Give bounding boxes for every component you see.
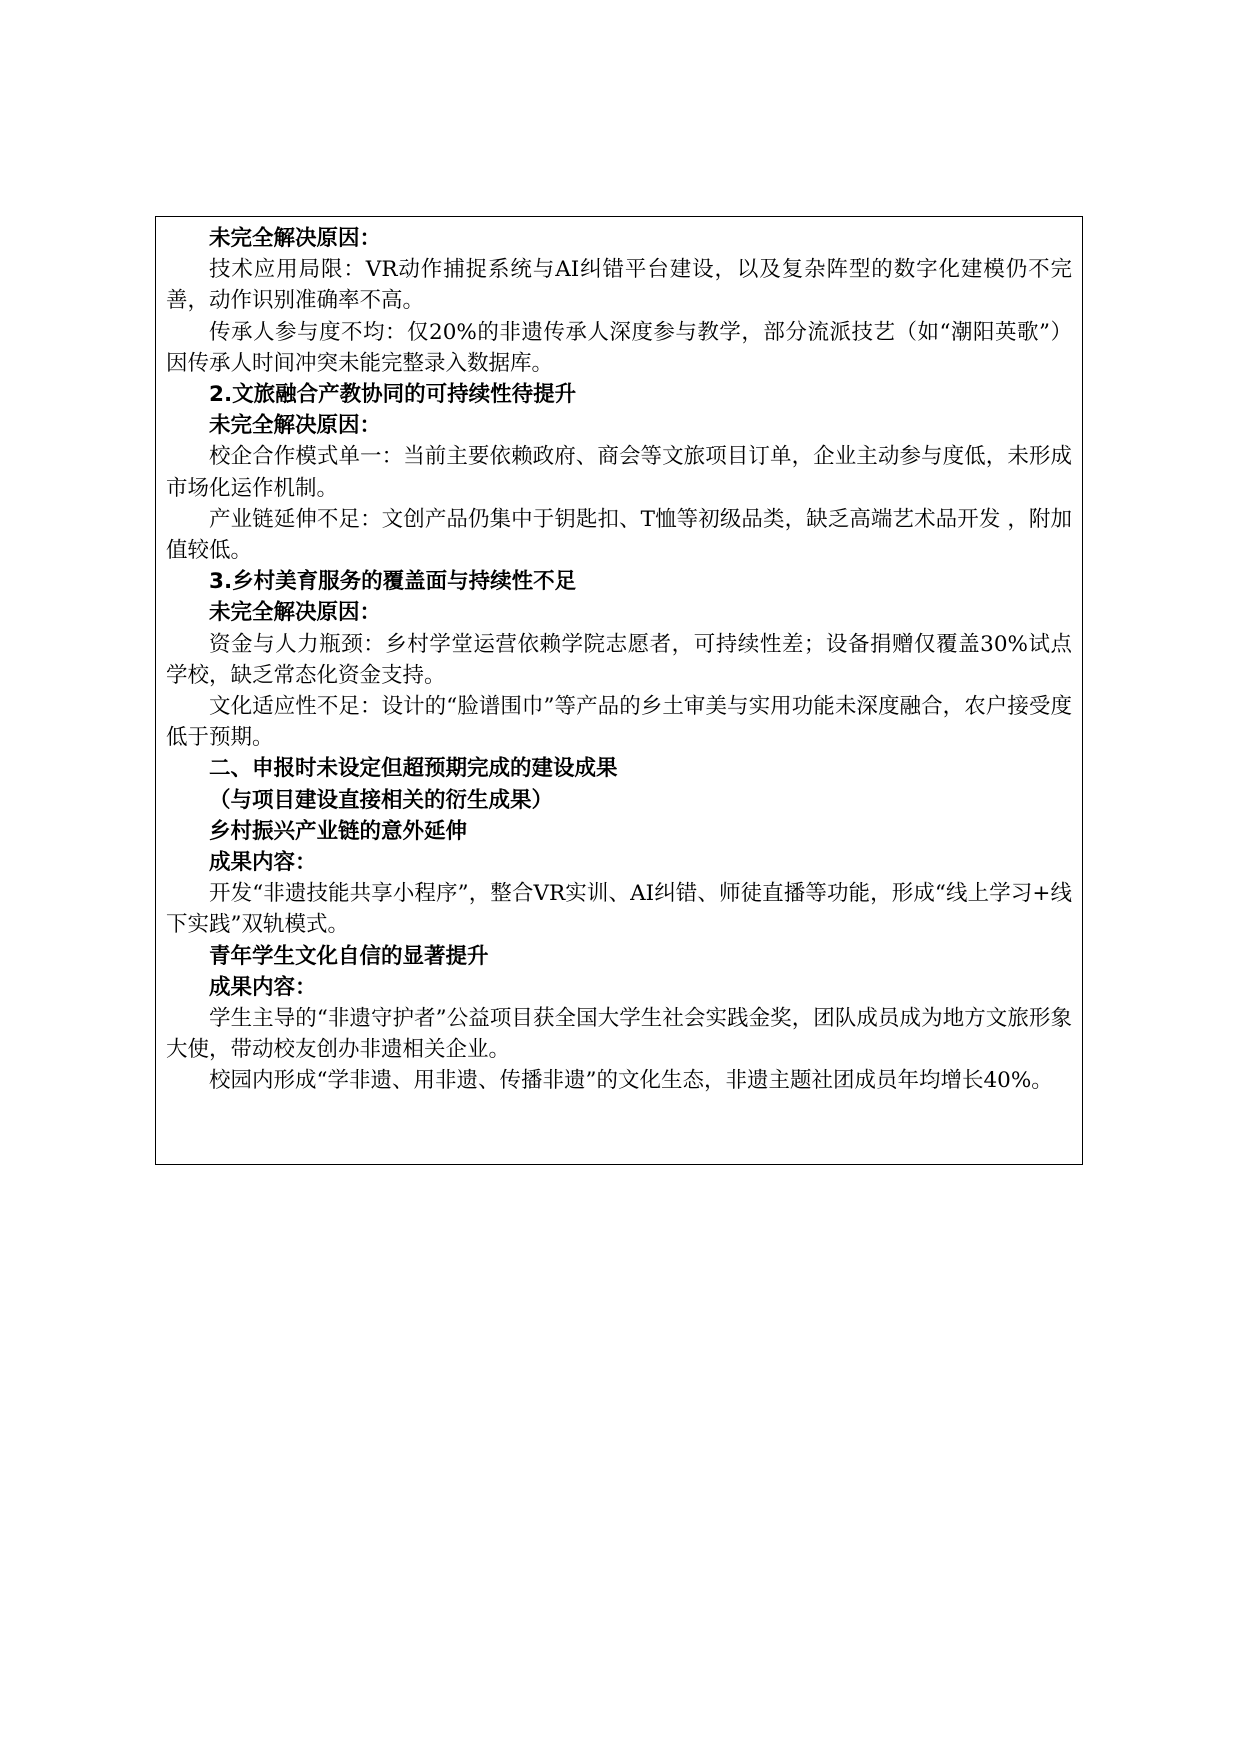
body-paragraph: 开发“非遗技能共享小程序”，整合VR实训、AI纠错、师徒直播等功能，形成“线上学习+线下实践”双轨模式。: [166, 881, 1072, 938]
body-paragraph: 校园内形成“学非遗、用非遗、传播非遗”的文化生态，非遗主题社团成员年均增长40%。: [209, 1068, 1053, 1094]
section-heading: 2.文旅融合产教协同的可持续性待提升: [209, 382, 577, 407]
section-heading: 成果内容：: [209, 849, 317, 875]
section-heading: 乡村振兴产业链的意外延伸: [209, 818, 468, 844]
section-heading: 未完全解决原因：: [209, 600, 382, 626]
body-paragraph: 文化适应性不足：设计的“脸谱围巾”等产品的乡土审美与实用功能未深度融合，农户接受度低于预期。: [166, 693, 1072, 751]
section-heading: （与项目建设直接相关的衍生成果）: [209, 787, 554, 813]
body-paragraph: 产业链延伸不足：文创产品仍集中于钥匙扣、T恤等初级品类，缺乏高端艺术品开发 ，附加值较低。: [166, 506, 1072, 563]
section-heading: 二、申报时未设定但超预期完成的建设成果: [209, 756, 618, 782]
content-table-cell: [155, 216, 1083, 1165]
body-paragraph: 学生主导的“非遗守护者”公益项目获全国大学生社会实践金奖，团队成员成为地方文旅形象大使，带动校友创办非遗相关企业。: [166, 1005, 1072, 1063]
section-heading: 3.乡村美育服务的覆盖面与持续性不足: [209, 569, 577, 595]
body-paragraph: 传承人参与度不均：仅20%的非遗传承人深度参与教学，部分流派技艺（如“潮阳英歌”）因传承人时间冲突未能完整录入数据库。: [166, 319, 1072, 376]
section-heading: 未完全解决原因：: [209, 413, 382, 439]
body-paragraph: 校企合作模式单一：当前主要依赖政府、商会等文旅项目订单，企业主动参与度低，未形成市场化运作机制。: [166, 444, 1072, 501]
section-heading: 未完全解决原因：: [209, 226, 382, 251]
section-heading: 青年学生文化自信的显著提升: [209, 943, 489, 969]
body-paragraph: 资金与人力瓶颈：乡村学堂运营依赖学院志愿者，可持续性差；设备捐赠仅覆盖30%试点学校，缺乏常态化资金支持。: [166, 631, 1072, 688]
body-paragraph: 技术应用局限：VR动作捕捉系统与AI纠错平台建设，以及复杂阵型的数字化建模仍不完善，动作识别准确率不高。: [166, 257, 1072, 314]
section-heading: 成果内容：: [209, 974, 317, 1000]
